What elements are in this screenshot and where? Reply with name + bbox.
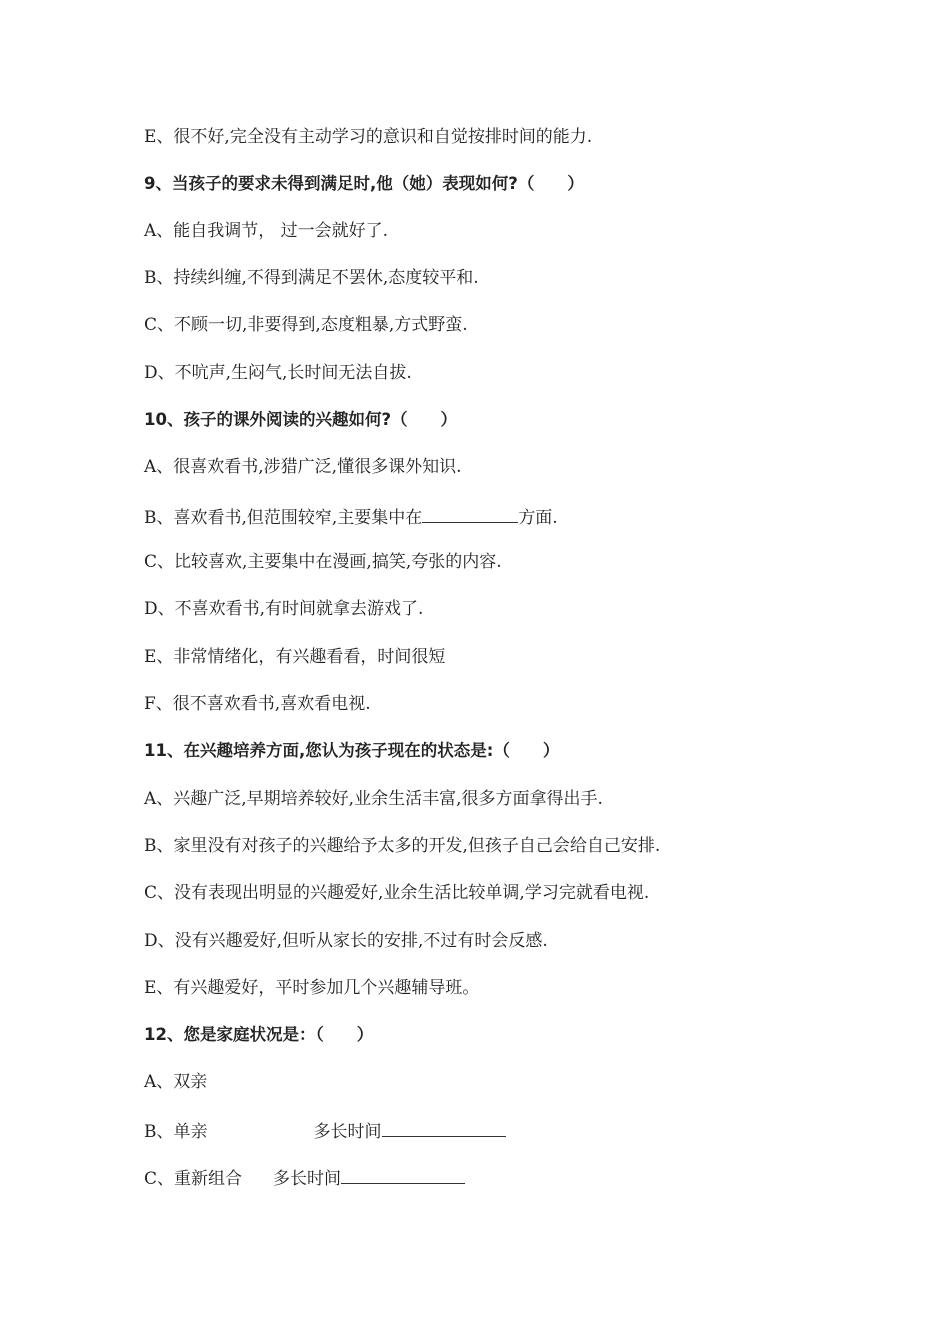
- q10-option-f: F、很不喜欢看书,喜欢看电视.: [144, 694, 371, 714]
- q9-option-d: D、不吭声,生闷气,长时间无法自拔.: [144, 363, 412, 383]
- q12-option-c-text: C、重新组合: [144, 1169, 243, 1189]
- q10-option-a: A、很喜欢看书,涉猎广泛,懂很多课外知识.: [144, 457, 462, 477]
- q11-option-c: C、没有表现出明显的兴趣爱好,业余生活比较单调,学习完就看电视.: [144, 883, 650, 903]
- q12-option-c: [144, 1165, 465, 1190]
- q12-option-c-duration-label: 多长时间: [273, 1169, 342, 1189]
- question-11-title: 11、在兴趣培养方面,您认为孩子现在的状态是:（ ）: [144, 741, 560, 760]
- q11-option-e: E、有兴趣爱好，平时参加几个兴趣辅导班。: [144, 978, 480, 998]
- q9-option-b: B、持续纠缠,不得到满足不罢休,态度较平和.: [144, 268, 479, 288]
- q9-option-c: C、不顾一切,非要得到,态度粗暴,方式野蛮.: [144, 315, 468, 335]
- fill-in-blank[interactable]: [341, 1165, 465, 1184]
- q10-option-e: E、非常情绪化，有兴趣看看，时间很短: [144, 647, 446, 667]
- fill-in-blank[interactable]: [422, 504, 518, 523]
- fill-in-blank[interactable]: [382, 1118, 506, 1137]
- q8-option-e: E、很不好,完全没有主动学习的意识和自觉按排时间的能力.: [144, 127, 593, 147]
- q10-option-b: [144, 504, 558, 529]
- q12-option-a: A、双亲: [144, 1072, 208, 1092]
- q11-option-d: D、没有兴趣爱好,但听从家长的安排,不过有时会反感.: [144, 931, 548, 951]
- q11-option-b: B、家里没有对孩子的兴趣给予太多的开发,但孩子自己会给自己安排.: [144, 836, 661, 856]
- question-10-title: 10、孩子的课外阅读的兴趣如何?（ ）: [144, 410, 458, 429]
- q10-option-b-text: B、喜欢看书,但范围较窄,主要集中在: [144, 508, 423, 528]
- q12-option-b: [144, 1118, 506, 1143]
- q10-option-d: D、不喜欢看书,有时间就拿去游戏了.: [144, 599, 424, 619]
- q9-option-a: A、能自我调节， 过一会就好了.: [144, 221, 389, 241]
- q11-option-a: A、兴趣广泛,早期培养较好,业余生活丰富,很多方面拿得出手.: [144, 789, 603, 809]
- question-9-title: 9、当孩子的要求未得到满足时,他（她）表现如何?（ ）: [144, 174, 584, 193]
- q10-option-b-suffix: 方面.: [518, 508, 558, 528]
- q12-option-b-duration-label: 多长时间: [313, 1122, 382, 1142]
- q12-option-b-text: B、单亲: [144, 1122, 208, 1142]
- question-12-title: 12、您是家庭状况是：（ ）: [144, 1025, 374, 1044]
- q10-option-c: C、比较喜欢,主要集中在漫画,搞笑,夸张的内容.: [144, 552, 502, 572]
